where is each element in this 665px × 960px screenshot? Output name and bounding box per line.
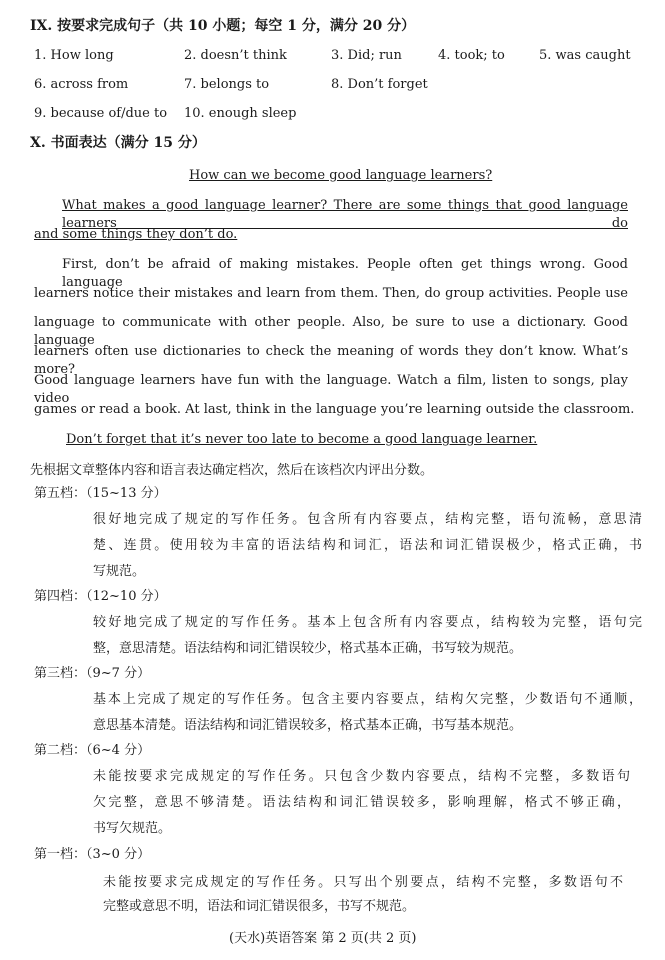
level-3-line: 基本上完成了规定的写作任务。包含主要内容要点，结构欠完整，少数语句不通顺，: [93, 692, 642, 707]
section-10-heading: X. 书面表达（满分 15 分）: [30, 135, 206, 151]
answer-3: 3. Did; run: [331, 48, 402, 63]
essay-title: How can we become good language learners?: [189, 168, 493, 183]
page-footer: (天水)英语答案 第 2 页(共 2 页): [229, 931, 417, 946]
answer-4: 4. took; to: [438, 48, 505, 63]
level-3-label: 第三档：（9~7 分）: [34, 666, 151, 681]
level-4-line: 较好地完成了规定的写作任务。基本上包含所有内容要点，结构较为完整，语句完: [93, 615, 642, 630]
level-5-line: 楚、连贯。使用较为丰富的语法结构和词汇，语法和词汇错误极少，格式正确，书: [93, 538, 642, 553]
level-5-line: 很好地完成了规定的写作任务。包含所有内容要点，结构完整，语句流畅，意思清: [93, 512, 642, 527]
answer-1: 1. How long: [34, 48, 114, 63]
essay-body-line: games or read a book. At last, think in the language you’re learning outside the classroom.: [34, 402, 635, 417]
level-1-label: 第一档：（3~0 分）: [34, 847, 151, 862]
level-4-line: 整，意思清楚。语法结构和词汇错误较少，格式基本正确，书写较为规范。: [93, 641, 523, 656]
essay-body-line: learners notice their mistakes and learn from them. Then, do group activities. People use: [34, 286, 628, 301]
essay-conclusion: Don’t forget that it’s never too late to become a good language learner.: [66, 432, 538, 447]
essay-body-line: learners often use dictionaries to check the meaning of words they don’t know. What’s more?: [34, 344, 628, 377]
answer-9: 9. because of/due to: [34, 106, 168, 121]
section-9-heading: IX. 按要求完成句子（共 10 小题；每空 1 分，满分 20 分）: [30, 18, 416, 34]
level-5-line: 写规范。: [93, 564, 146, 579]
grading-instruction: 先根据文章整体内容和语言表达确定档次，然后在该档次内评出分数。: [30, 463, 434, 478]
answer-6: 6. across from: [34, 77, 129, 92]
essay-intro-line: and some things they don’t do.: [34, 227, 238, 242]
answer-5: 5. was caught: [539, 48, 631, 63]
answer-7: 7. belongs to: [184, 77, 270, 92]
answer-8: 8. Don’t forget: [331, 77, 428, 92]
level-1-line: 未能按要求完成规定的写作任务。只写出个别要点，结构不完整，多数语句不: [103, 875, 623, 890]
level-2-line: 未能按要求完成规定的写作任务。只包含少数内容要点，结构不完整，多数语句: [93, 769, 630, 784]
answer-2: 2. doesn’t think: [184, 48, 287, 63]
level-3-line: 意思基本清楚。语法结构和词汇错误较多，格式基本正确，书写基本规范。: [93, 718, 523, 733]
level-2-label: 第二档：（6~4 分）: [34, 743, 151, 758]
level-1-line: 完整或意思不明，语法和词汇错误很多，书写不规范。: [103, 899, 416, 914]
essay-body-line: language to communicate with other people. Also, be sure to use a dictionary. Good language: [34, 315, 628, 348]
answer-10: 10. enough sleep: [184, 106, 297, 121]
level-4-label: 第四档：（12~10 分）: [34, 589, 167, 604]
essay-body-line: Good language learners have fun with the language. Watch a film, listen to songs, play video: [34, 373, 628, 406]
level-2-line: 欠完整，意思不够清楚。语法结构和词汇错误较多，影响理解，格式不够正确，: [93, 795, 630, 810]
level-5-label: 第五档：（15~13 分）: [34, 486, 167, 501]
level-2-line: 书写欠规范。: [93, 821, 172, 836]
essay-body-line: First, don’t be afraid of making mistakes. People often get things wrong. Good language: [62, 257, 628, 290]
essay-intro-line: What makes a good language learner? There are some things that good language learners do: [62, 198, 628, 231]
